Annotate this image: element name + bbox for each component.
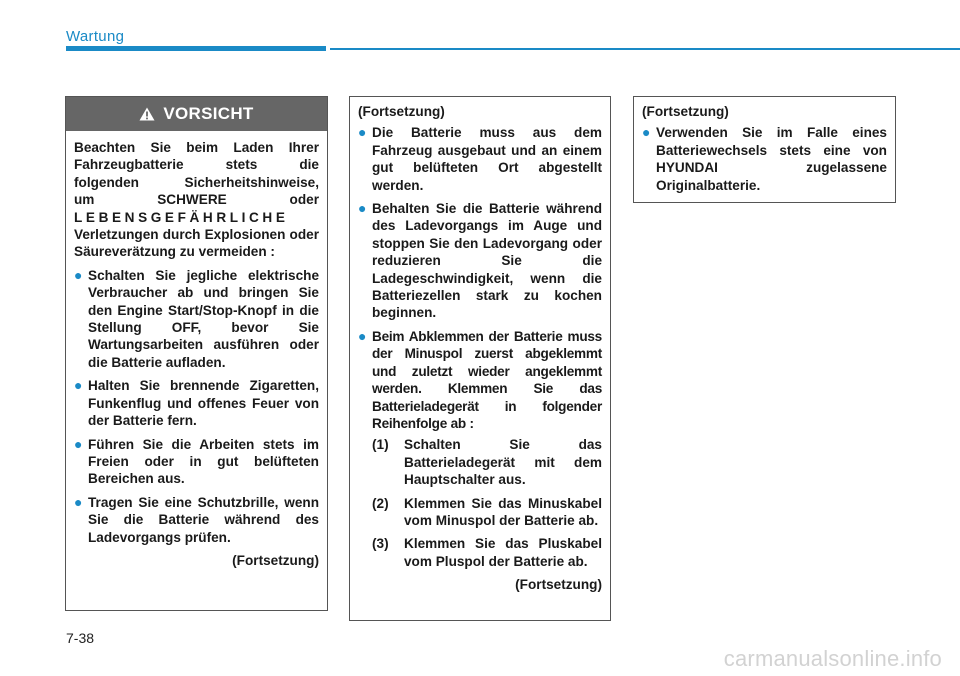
- list-item: ● Beim Abklemmen der Batterie muss der Minuspol zuerst abgeklemmt und zuletzt wieder angeklemmt werden. Klemmen Sie das Batterieladegerät in folgender Reihenfolge ab :: [358, 327, 602, 431]
- caution-bullet-list: [74, 267, 319, 546]
- section-rule-thick: [66, 46, 326, 51]
- list-item: ● Führen Sie die Arbeiten stets im Freien oder in gut belüfteten Bereichen aus.: [74, 435, 319, 487]
- list-item: ● Halten Sie brennende Zigaretten, Funkenflug und offenes Feuer von der Batterie fern.: [74, 377, 319, 429]
- caution-body: [66, 131, 327, 575]
- caution-intro-line: Beachten Sie beim Laden Ihrer: [74, 140, 319, 155]
- list-item: ● Die Batterie muss aus dem Fahrzeug ausgebaut und an einem gut belüfteten Ort abgestellt werden.: [358, 124, 602, 193]
- caution-box: [65, 96, 328, 611]
- bullet-dot-icon: ●: [358, 327, 367, 344]
- step-item: (1) Schalten Sie das Batterieladegerät mit dem Hauptschalter aus.: [372, 437, 602, 488]
- continuation-box-2: [349, 96, 611, 621]
- bullet-dot-icon: ●: [74, 266, 83, 283]
- section-rule-thin: [330, 48, 960, 50]
- step-item: (2) Klemmen Sie das Minuskabel vom Minuspol der Batterie ab.: [372, 495, 602, 528]
- caution-header: [66, 97, 327, 131]
- caution-intro: [74, 139, 319, 261]
- section-title: Wartung: [66, 28, 125, 45]
- bullet-dot-icon: ●: [358, 124, 367, 141]
- bullet-dot-icon: ●: [74, 377, 83, 394]
- warning-triangle-icon: [139, 107, 155, 121]
- caution-title: VORSICHT: [163, 104, 254, 124]
- list-item: ● Verwenden Sie im Falle eines Batteriewechsels stets eine von HYUNDAI zugelassene Originalbatterie.: [642, 124, 887, 193]
- continued-label: (Fortsetzung): [232, 552, 319, 568]
- continuation-box-3: [633, 96, 896, 203]
- continuation-body-2: [350, 97, 610, 600]
- caution-intro-rest: Verletzungen durch Explosionen oder Säureverätzung zu vermeiden :: [74, 227, 319, 260]
- list-item: ● Schalten Sie jegliche elektrische Verbraucher ab und bringen Sie den Engine Start/Stop-Knopf in die Stellung OFF, bevor Sie Wartungsarbeiten ausführen oder die Batterie aufladen.: [74, 266, 319, 370]
- step-item: (3) Klemmen Sie das Pluskabel vom Pluspol der Batterie ab.: [372, 536, 602, 569]
- continuation-body-3: [634, 97, 895, 206]
- bullet-dot-icon: ●: [74, 493, 83, 510]
- continued-top-label: (Fortsetzung): [358, 104, 445, 119]
- caution-intro-line: um SCHWERE oder: [74, 192, 319, 208]
- list-item: ● Tragen Sie eine Schutzbrille, wenn Sie die Batterie während des Ladevorgangs prüfen.: [74, 493, 319, 545]
- page-number: 7-38: [66, 630, 95, 646]
- col3-bullet-list: [642, 124, 887, 194]
- step-list: [372, 436, 602, 570]
- watermark: carmanualsonline.info: [723, 646, 942, 671]
- bullet-dot-icon: ●: [74, 435, 83, 452]
- caution-intro-line: folgenden Sicherheitshinweise,: [74, 174, 319, 190]
- bullet-dot-icon: ●: [642, 124, 651, 141]
- caution-intro-spaced: LEBENSGEFÄHRLICHE: [74, 209, 289, 225]
- list-item: ● Behalten Sie die Batterie während des Ladevorgangs im Auge und stoppen Sie den Ladevorgang oder reduzieren Sie die Ladegeschwindigkeit, wenn die Batteriezellen stark zu kochen beginnen.: [358, 200, 602, 321]
- col2-bullet-list: [358, 124, 602, 432]
- continued-top-label: (Fortsetzung): [642, 104, 729, 119]
- caution-intro-line: Fahrzeugbatterie stets die: [74, 157, 319, 173]
- bullet-dot-icon: ●: [358, 200, 367, 217]
- continued-label: (Fortsetzung): [515, 577, 602, 593]
